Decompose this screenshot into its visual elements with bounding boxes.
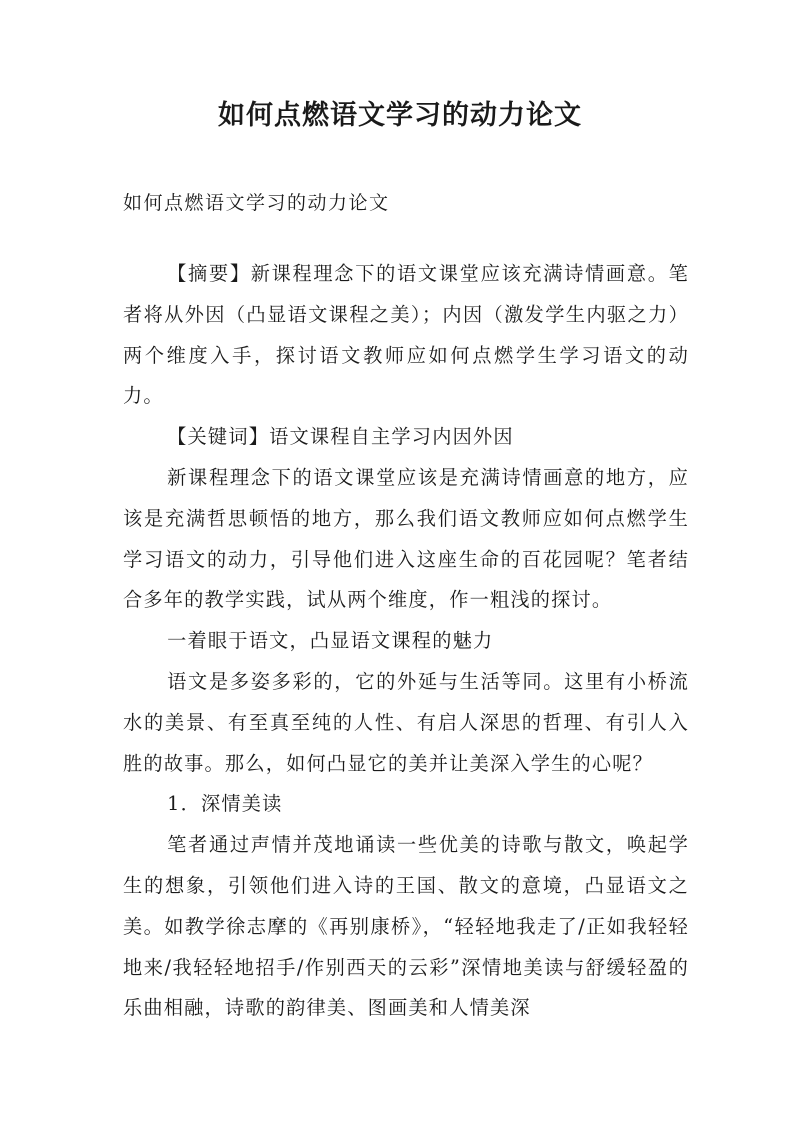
abstract-paragraph: 【摘要】新课程理念下的语文课堂应该充满诗情画意。笔者将从外因（凸显语文课程之美）；内因（激发学生内驱之力）两个维度入手，探讨语文教师应如何点燃学生学习语文的动力。 (123, 262, 689, 408)
document-subtitle: 如何点燃语文学习的动力论文 (123, 192, 390, 214)
section-heading-1: 一着眼于语文，凸显语文课程的魅力 (167, 629, 494, 653)
document-title: 如何点燃语文学习的动力论文 (218, 100, 582, 131)
intro-paragraph: 新课程理念下的语文课堂应该是充满诗情画意的地方，应该是充满哲思顿悟的地方，那么我们语文教师应如何点燃学生学习语文的动力，引导他们进入这座生命的百花园呢？笔者结合多年的教学实践，试从两个维度，作一粗浅的探讨。 (123, 465, 689, 612)
keywords-paragraph: 【关键词】语文课程自主学习内因外因 (167, 425, 514, 449)
document-body (123, 254, 689, 1029)
body-paragraph: 笔者通过声情并茂地诵读一些优美的诗歌与散文，唤起学生的想象，引领他们进入诗的王国、散文的意境，凸显语文之美。如教学徐志摩的《再别康桥》，“轻轻地我走了/正如我轻轻地来/我轻轻地招手/作别西天的云彩”深情地美读与舒缓轻盈的乐曲相融，诗歌的韵律美、图画美和人情美深 (123, 833, 689, 1020)
body-paragraph: 语文是多姿多彩的，它的外延与生活等同。这里有小桥流水的美景、有至真至纯的人性、有启人深思的哲理、有引人入胜的故事。那么，如何凸显它的美并让美深入学生的心呢？ (123, 669, 689, 775)
subsection-heading-1: 1．深情美读 (167, 792, 283, 816)
